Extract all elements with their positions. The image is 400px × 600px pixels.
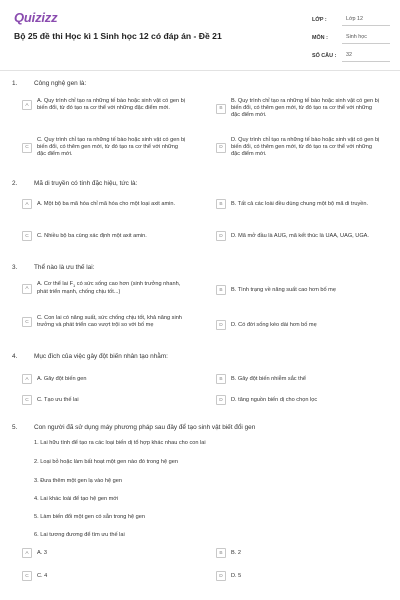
option-text: A. Quy trình chỉ tạo ra những tế bào hoặc sinh vật có gen bị biến đổi, từ đó tạo ra cơ thể với những đặc điểm mới. [37, 98, 186, 111]
option-letter-box[interactable]: D [216, 395, 226, 405]
option-text: C. Quy trình chỉ tạo ra những tế bào hoặc sinh vật có gen bị biến đổi, có thêm gen mới, từ đó tạo ra cơ thể với những đặc điểm mới. [37, 137, 186, 157]
option-b[interactable] [216, 548, 381, 558]
option-text: C. Con lai có năng suất, sức chống chịu tốt, khả năng sinh trưởng và phát triển cao vượt trội so với bố mẹ [37, 315, 182, 328]
option-text: C. Nhiều bộ ba cùng xác định một axit amin. [37, 232, 147, 239]
option-text: B. Gây đột biến nhiễm sắc thể [231, 375, 306, 382]
question-4 [12, 353, 392, 423]
option-a[interactable] [22, 281, 187, 296]
option-d[interactable] [216, 571, 381, 581]
option-letter-box[interactable]: D [216, 571, 226, 581]
option-letter-box[interactable]: A [22, 199, 32, 209]
question-text: Mục đích của việc gây đột biến nhân tạo nhằm: [34, 353, 168, 360]
statement-item: 5. Làm biến đổi một gen có sẵn trong hệ gen [34, 514, 146, 520]
option-letter-box[interactable]: D [216, 143, 226, 153]
meta-value: Sinh học [342, 34, 390, 44]
option-text: D. Quy trình chỉ tạo ra những tế bào hoặc sinh vật có gen bị biến đổi, có thêm gen mới, từ đó tạo ra cơ thể với những đặc điểm mới. [231, 137, 380, 157]
question-text: Con người đã sử dụng máy phương pháp sau đây để tạo sinh vật biết đổi gen [34, 424, 256, 431]
question-number: 2. [12, 180, 18, 187]
option-text: A. 3 [37, 549, 47, 556]
meta-row-subject [312, 28, 390, 44]
option-b[interactable] [216, 374, 381, 384]
option-text [37, 281, 187, 296]
option-c[interactable] [22, 571, 187, 581]
option-text-subscript: 1 [73, 283, 76, 289]
statement-item: 3. Đưa thêm một gen lạ vào hệ gen [34, 478, 123, 484]
option-letter-box[interactable]: B [216, 199, 226, 209]
meta-row-class [312, 10, 390, 26]
option-b[interactable] [216, 199, 381, 209]
option-letter-box[interactable]: B [216, 104, 226, 114]
option-letter-box[interactable]: C [22, 317, 32, 327]
option-text: B. Tình trạng về năng suất cao hơn bố mẹ [231, 286, 336, 293]
option-letter-box[interactable]: A [22, 100, 32, 110]
option-d[interactable] [216, 320, 381, 330]
option-letter-box[interactable]: D [216, 320, 226, 330]
document-title: Bộ 25 đề thi Học kì 1 Sinh học 12 có đáp án - Đề 21 [14, 31, 222, 41]
option-d[interactable] [216, 137, 381, 158]
option-letter-box[interactable]: C [22, 395, 32, 405]
question-number: 3. [12, 264, 18, 271]
option-letter-box[interactable]: A [22, 374, 32, 384]
option-b[interactable] [216, 285, 381, 295]
option-letter-box[interactable]: B [216, 374, 226, 384]
question-number: 1. [12, 80, 18, 87]
statement-item: 6. Lai tương đương để tìm ưu thế lai [34, 532, 125, 538]
question-text: Công nghệ gen là: [34, 80, 87, 87]
option-c[interactable] [22, 231, 187, 241]
option-letter-box[interactable]: A [22, 548, 32, 558]
option-letter-box[interactable]: B [216, 548, 226, 558]
statement-item: 2. Loại bỏ hoặc làm bất hoạt một gen nào đó trong hệ gen [34, 459, 178, 465]
question-text: Thể nào là ưu thế lai: [34, 264, 95, 271]
meta-row-count [312, 46, 390, 62]
option-text: A. Một bộ ba mã hóa chỉ mã hóa cho một loại axit amin. [37, 200, 176, 207]
option-c[interactable] [22, 395, 187, 405]
question-3 [12, 264, 392, 344]
option-a[interactable] [22, 98, 187, 112]
logo: Quizizz [14, 10, 58, 25]
question-2 [12, 180, 392, 260]
option-letter-box[interactable]: C [22, 571, 32, 581]
option-text: C. Tạo ưu thế lai [37, 396, 79, 403]
statement-item: 4. Lai khác loài để tạo hệ gen mới [34, 496, 119, 502]
option-b[interactable] [216, 98, 381, 119]
statement-item: 1. Lai hữu tính để tạo ra các loại biến dị tổ hợp khác nhau cho con lai [34, 440, 206, 446]
option-text: D. Mã mở đầu là AUG, mã kết thúc là UAA, UAG, UGA. [231, 232, 369, 239]
option-d[interactable] [216, 395, 381, 405]
meta-value: 32 [342, 52, 390, 62]
option-text: C. 4 [37, 572, 48, 579]
option-letter-box[interactable]: D [216, 231, 226, 241]
option-letter-box[interactable]: A [22, 284, 32, 294]
option-letter-box[interactable]: C [22, 231, 32, 241]
option-text-part: A. Cơ thể lai F [37, 281, 73, 287]
meta-value: Lớp 12 [342, 16, 390, 26]
option-a[interactable] [22, 548, 187, 558]
option-letter-box[interactable]: B [216, 285, 226, 295]
option-d[interactable] [216, 231, 381, 241]
option-c[interactable] [22, 137, 187, 158]
meta-label: MÔN : [312, 35, 328, 41]
meta-panel [312, 10, 390, 64]
question-5 [12, 424, 392, 586]
option-text: B. Quy trình chỉ tạo ra những tế bào hoặc sinh vật có gen bị biến đổi, có thêm gen mới, từ đó tạo ra cơ thể với những đặc điểm mới. [231, 98, 380, 118]
question-text: Mã di truyền có tính đặc hiệu, tức là: [34, 180, 138, 187]
option-a[interactable] [22, 374, 187, 384]
option-text: B. Tất cả các loài đều dùng chung một bộ mã di truyền. [231, 200, 369, 207]
meta-label: SỐ CÂU : [312, 53, 337, 59]
option-text: D. tăng nguồn biến dị cho chọn lọc [231, 396, 318, 403]
option-c[interactable] [22, 315, 187, 329]
option-a[interactable] [22, 199, 187, 209]
option-letter-box[interactable]: C [22, 143, 32, 153]
option-text: D. Có đời sống kéo dài hơn bố mẹ [231, 321, 317, 328]
option-text: A. Gây đột biến gen [37, 375, 87, 382]
header-divider [0, 70, 400, 71]
question-1 [12, 80, 392, 170]
meta-label: LỚP : [312, 17, 327, 23]
option-text-part: có sức sống cao hơn (sinh trưởng nhanh, phát triển mạnh, chống chịu tốt...) [37, 281, 181, 296]
question-number: 4. [12, 353, 18, 360]
option-text: D. 5 [231, 572, 242, 579]
option-text: B. 2 [231, 549, 241, 556]
question-number: 5. [12, 424, 18, 431]
